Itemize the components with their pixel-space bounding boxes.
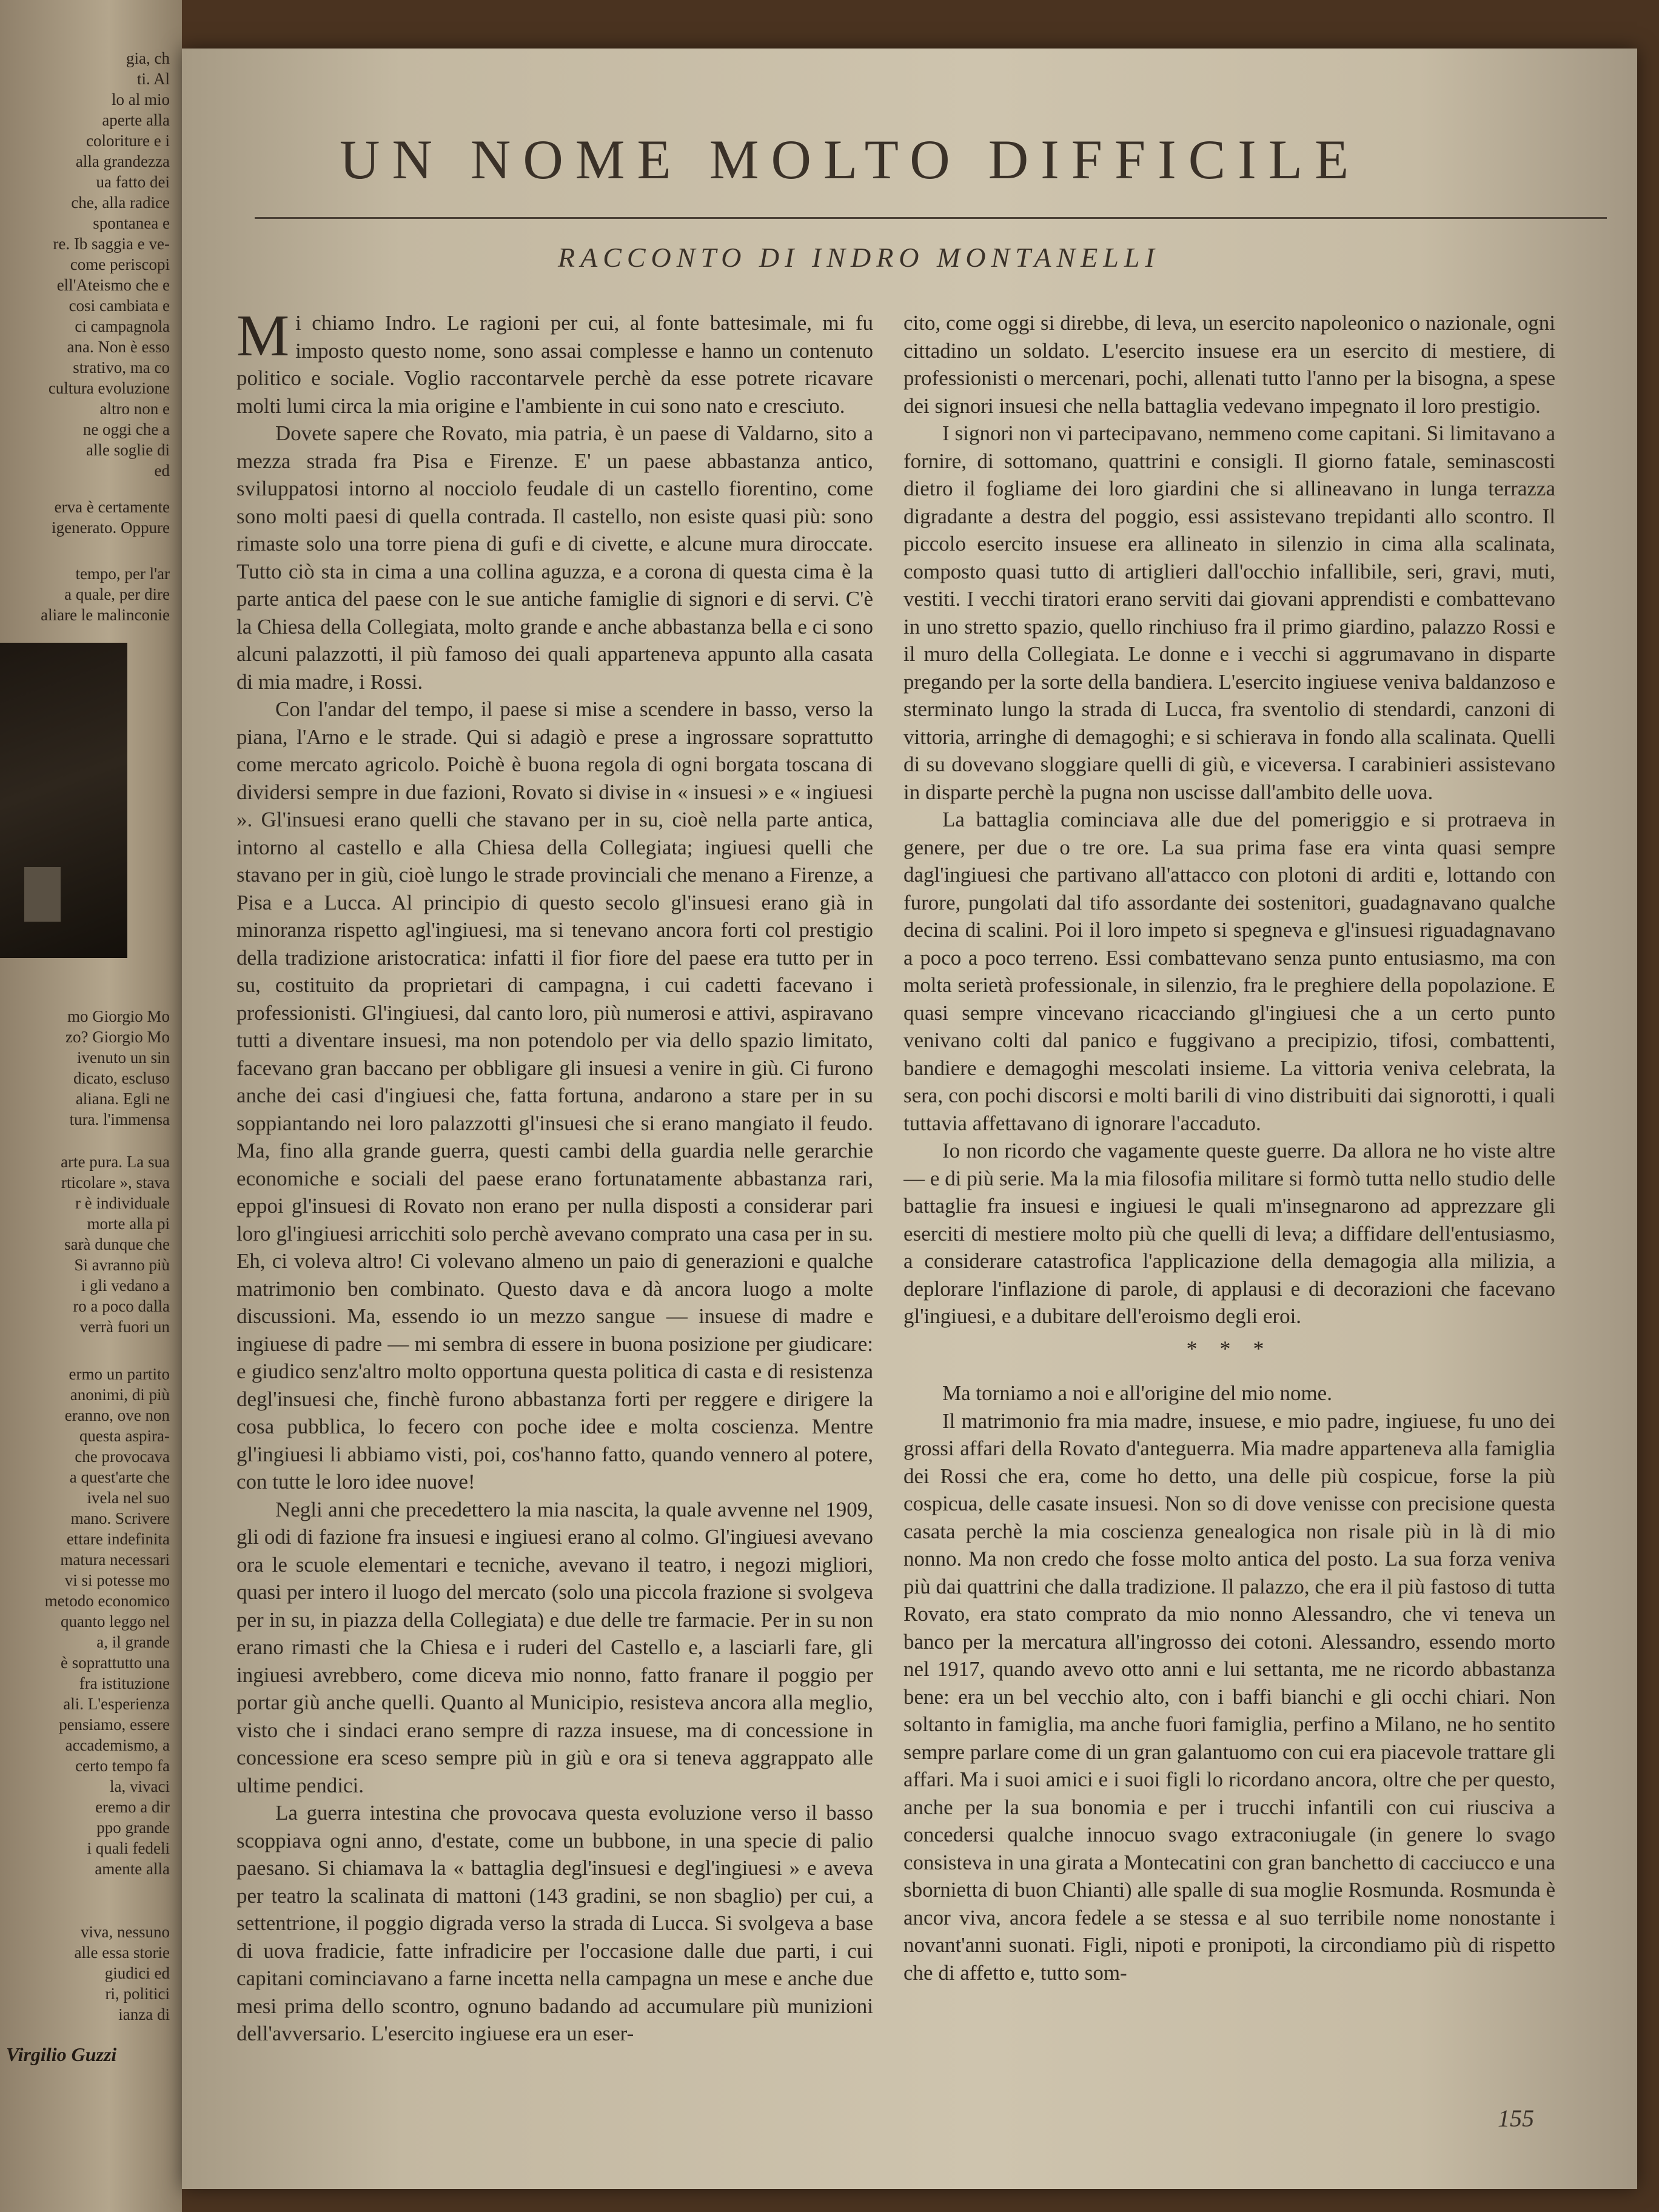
left-page-line: spontanea e <box>93 214 170 232</box>
article-title: UN NOME MOLTO DIFFICILE <box>340 129 1361 190</box>
left-page-line: i gli vedano a <box>81 1276 170 1295</box>
left-page-line: ua fatto dei <box>96 173 170 191</box>
left-page-line: coloriture e i <box>86 132 170 150</box>
left-page-photo <box>0 643 127 958</box>
left-page-line: alle soglie di <box>86 441 170 459</box>
left-page-line: quanto leggo nel <box>61 1612 170 1631</box>
left-page-line: ro a poco dalla <box>73 1297 170 1315</box>
left-page-line: r è individuale <box>75 1194 170 1212</box>
page-number: 155 <box>1498 2105 1534 2132</box>
left-page-line: ti. Al <box>136 70 170 88</box>
left-page-line: la, vivaci <box>110 1777 170 1795</box>
title-rule <box>255 217 1607 219</box>
left-page-line: lo al mio <box>112 90 170 109</box>
left-page-line: che provocava <box>75 1447 170 1466</box>
left-page-line: re. Ib saggia e ve- <box>53 235 170 253</box>
left-page-line: ne oggi che a <box>82 420 170 438</box>
left-page-line: è soprattutto una <box>61 1654 170 1672</box>
section-separator: * * * <box>1186 1336 1273 1361</box>
left-page-line: ci campagnola <box>75 317 170 335</box>
left-page-line: igenerato. Oppure <box>52 518 170 537</box>
left-page-line: verrà fuori un <box>79 1318 170 1336</box>
paragraph: La battaglia cominciava alle due del pomeriggio e si protraeva in genere, per due o tre ore. La sua prima fase era vinta quasi sempre dagl'ingiuesi che partivano all'attacco con plotoni di arditi e, lottando con furore, pungolati dal tifo assordante dei sostenitori, guadagnavano qualche decina di scalini. Poi il loro impeto si spegneva e gl'insuesi riguadagnavano a poco a poco terreno. Essi combattevano senza punto entusiasmo, ma con molta serietà professionale, in silenzio, fra le preghiere della popolazione. E quasi sempre vincevano ricacciando gl'ingiuesi che a un certo punto venivano colti dal panico e fuggivano a precipizio, tifosi, combattenti, bandiere e demagoghi mescolati insieme. La vittoria veniva celebrata, la sera, con pochi discorsi e molti barili di vino distribuiti dai signorotti, i quali tuttavia affettavano di ignorare l'accaduto. <box>903 808 1555 1135</box>
left-page-line: questa aspira- <box>79 1427 170 1445</box>
paragraph: I signori non vi partecipavano, nemmeno come capitani. Si limitavano a fornire, di sottomano, quattrini e consigli. Il giorno fatale, seminascosti dietro il fogliame dei loro giardini che si allineavano in lunga terrazza digradante a destra del poggio, essi assistevano trepidanti allo scontro. Il piccolo esercito insuese era allineato in silenzio in cima alla scalinata, composto quasi tutto di artiglieri dall'occhio infallibile, seri, gravi, muti, vestiti. I vecchi tiratori erano serviti dai giovani apprendisti e combattevano in uno stretto spazio, quello rinchiuso fra il primo giardino, palazzo Rossi e il muro della Collegiata. Le donne e i vecchi si aggrumavano in disparte pregando per la sorte della bandiera. L'esercito ingiuese veniva baldanzoso e sterminato lungo la strada di Lucca, fra sventolio di stendardi, canzoni di vittoria, arringhe di demagoghi; e si schierava in fondo alla scalinata. Quelli di su dovevano sloggiare quelli di giù, e viceversa. I carabinieri assistevano in disparte perchè la pugna non uscisse dall'ambito delle uova. <box>903 421 1555 804</box>
left-page-line: aliana. Egli ne <box>75 1090 170 1108</box>
right-column <box>903 309 1555 2098</box>
left-page-line: Si avranno più <box>74 1256 170 1274</box>
left-page-line: ana. Non è esso <box>67 338 170 356</box>
left-page-line: ell'Ateismo che e <box>56 276 170 294</box>
left-page-line: zo? Giorgio Mo <box>65 1028 170 1046</box>
left-page-line: aperte alla <box>102 111 170 129</box>
left-page-line: cosi cambiata e <box>69 297 170 315</box>
left-page-line: alle essa storie <box>74 1943 170 1962</box>
left-page-line: ivela nel suo <box>87 1489 170 1507</box>
left-page-line: giudici ed <box>104 1964 170 1982</box>
paragraph: Il matrimonio fra mia madre, insuese, e mio padre, ingiuese, fu uno dei grossi affari della Rovato d'anteguerra. Mia madre apparteneva alla famiglia dei Rossi che era, come ho detto, una delle più cospicue, forse la più cospicua, delle casate insuesi. Non so di dove venisse con precisione questa casata perchè la mia coscienza genealogica non risale più in là di mio nonno. Ma non credo che fosse molto antica del posto. La sua forza veniva più dai quattrini che dalla tradizione. Il palazzo, che era il più fastoso di tutta Rovato, era stato comprato da mio nonno Alessandro, che vi teneva un banco per la mercatura all'ingrosso dei cotoni. Alessandro, essendo morto nel 1917, quando avevo otto anni e lui settanta, me ne ricordo abbastanza bene: era un bel vecchio alto, con i baffi bianchi e gli occhi chiari. Non soltanto in famiglia, ma anche fuori famiglia, perfino a Milano, ne ho sentito sempre parlare come di un gran galantuomo con cui era piacevole trattare gli affari. Ma i suoi amici e i suoi figli lo ricordano ancora, oltre che per questo, anche per la sua bonomia e per i trucchi infantili con cui riusciva a concedersi qualche innocuo svago extraconiugale (in genere lo svago consisteva in una girata a Montecatini con gran banchetto di cacciucco e una sbornietta di buon Chianti) alle spalle di sua moglie Rosmunda. Rosmunda è ancor viva, ancora fedele a se stessa e al suo terribile nome nonostante i novant'anni suonati. Figli, nipoti e pronipoti, la circondiamo più di rispetto che di affetto e, tutto som- <box>903 1409 1555 1985</box>
left-page-line: a quale, per dire <box>64 585 170 603</box>
left-page-line: arte pura. La sua <box>61 1153 170 1171</box>
left-page-line: ri, politici <box>105 1985 170 2003</box>
left-page-line: eranno, ove non <box>64 1406 170 1424</box>
left-page-line: rticolare », stava <box>61 1173 170 1191</box>
left-page-signature: Virgilio Guzzi <box>6 2043 117 2065</box>
left-page-line: vi si potesse mo <box>64 1571 170 1589</box>
left-column <box>236 309 873 2092</box>
left-page-line: altro non e <box>99 400 170 418</box>
left-page-line: cultura evoluzione <box>48 379 170 397</box>
left-page-line: amente alla <box>95 1860 170 1878</box>
left-page-line: viva, nessuno <box>81 1923 170 1941</box>
left-page-line: accademismo, a <box>65 1736 170 1754</box>
left-page-line: matura necessari <box>60 1550 170 1569</box>
left-page-line: ianza di <box>118 2005 170 2023</box>
left-page-line: metodo economico <box>44 1592 170 1610</box>
left-page-line: eremo a dir <box>95 1798 170 1816</box>
left-page-line: gia, ch <box>126 49 170 67</box>
paragraph: Negli anni che precedettero la mia nascita, la quale avvenne nel 1909, gli odi di fazione fra insuesi e ingiuesi erano al colmo. Gl'ingiuesi avevano ora le scuole elementari e tecniche, avevano il teatro, i negozi migliori, quasi per intero il luogo del mercato (solo una piccola frazione si svolgeva per in su, in piazza della Collegiata) e due delle tre farmacie. Per in su non erano rimasti che la Chiesa e i ruderi del Castello e, a lasciarli fare, gli ingiuesi avrebbero, come diceva mio nonno, fatto franare il poggio per portar giù anche quelli. Quanto al Municipio, resisteva ancora alla meglio, visto che i sindaci erano sempre di razza insuese, ma di concessione in concessione era sceso sempre più in giù e ora si teneva aggrappato alle ultime pendici. <box>236 1497 873 1797</box>
left-page-line: mano. Scrivere <box>70 1509 170 1527</box>
left-page-line: come periscopi <box>70 255 170 273</box>
left-page-line: alla grandezza <box>75 152 170 170</box>
left-page-line: certo tempo fa <box>75 1757 170 1775</box>
left-page-line: tura. l'immensa <box>69 1110 170 1128</box>
left-page-line: ivenuto un sin <box>77 1048 170 1067</box>
paragraph: Mi chiamo Indro. Le ragioni per cui, al fonte battesimale, mi fu imposto questo nome, sono assai complesse e hanno un contenuto politico e sociale. Voglio raccontarvele perchè da esse potrete ricavare molti lumi circa la mia origine e l'ambiente in cui sono nato e cresciuto. <box>236 309 873 418</box>
left-page-line: pensiamo, essere <box>59 1715 170 1734</box>
left-page-line: ali. L'esperienza <box>63 1695 170 1713</box>
left-page-line: aliare le malinconie <box>41 606 170 624</box>
paragraph: La guerra intestina che provocava questa evoluzione verso il basso scoppiava ogni anno, d'estate, come un bubbone, in una specie di palio paesano. Si chiamava la « battaglia degl'insuesi e degl'ingiuesi » e aveva per teatro la scalinata di mattoni (143 gradini, se non sbaglio) per cui, a settentrione, il poggio digrada verso la strada di Lucca. Si svolgeva a base di uova fradicie, fatte infradicire per l'occasione dalle due parti, i cui capitani cominciavano a farne incetta nella campagna un mese e anche due mesi prima dello scontro, ognuno badando ad accumulare più munizioni dell'avversario. L'esercito ingiuese era un eser- <box>236 1801 873 2045</box>
paragraph: Io non ricordo che vagamente queste guerre. Da allora ne ho viste altre — e di più serie. Ma la mia filosofia militare si formò tutta nello studio delle battaglie fra insuesi e ingiuesi le quali m'insegnarono ad apprezzare gli eserciti di mestiere molto più che quelli di leva; a diffidare dell'entusiasmo, a considerare catastrofica l'applicazione della demagogia alla milizia, a deplorare l'inflazione di parole, di applausi e di decorazioni che facevano gl'ingiuesi, e a dubitare dell'eroismo degli eroi. <box>903 1139 1555 1328</box>
left-page-line: anonimi, di più <box>70 1386 170 1404</box>
paragraph: Dovete sapere che Rovato, mia patria, è un paese di Valdarno, sito a mezza strada fra Pisa e Firenze. E' un paese abbastanza antico, sviluppatosi intorno al nocciolo feudale di un castello fiorentino, come sono molti paesi di quella contrada. Il castello, non esiste quasi più: sono rimaste solo una torre piena di gufi e di civette, e alcune mura diroccate. Tutto ciò sta in cima a una collina aguzza, e a corona di questa cima è la parte antica del paese con le sue antiche famiglie di signori e di servi. C'è la Chiesa della Collegiata, molto grande e anche abbastanza bella e ci sono alcuni palazzotti, il più famoso dei quali apparteneva appunto alla casata di mia madre, i Rossi. <box>236 421 873 694</box>
article-subtitle: RACCONTO DI INDRO MONTANELLI <box>558 242 1160 273</box>
left-page-line: erva è certamente <box>54 498 170 516</box>
paragraph: Con l'andar del tempo, il paese si mise a scendere in basso, verso la piana, l'Arno e le strade. Qui si adagiò e prese a ingrossare soprattutto come mercato agricolo. Poichè è buona regola di ogni borgata toscana di dividersi sempre in due fazioni, Rovato si divise in « insuesi » e « ingiuesi ». Gl'insuesi erano quelli che stavano per in su, cioè nella parte antica, intorno al castello e alla Chiesa della Collegiata; ingiuesi quelli che stavano per in giù, cioè lungo le strade provinciali che menano a Firenze, a Pisa e a Lucca. Al principio di questo secolo gl'insuesi erano già in minoranza rispetto agl'ingiuesi, ma si tenevano ancora forti col prestigio della tradizione aristocratica: infatti il fior fiore del paese era tutto per in su, costituito da proprietari di campagna, i cui cadetti facevano i professionisti. Gl'ingiuesi, dal canto loro, più numerosi e attivi, aspiravano tutti a diventare insuesi, ma non potendolo per via dello spazio limitato, facevano gran baccano per obbligare gli insuesi a venire in giù. Ci furono anche dei casi d'ingiuesi che, fatta fortuna, andarono a stare per in su soppiantando nei loro palazzotti gl'insuesi che si erano mangiato il feudo. Ma, fino alla grande guerra, questi cambi della guardia nelle gerarchie economiche e sociali del paese erano fortunatamente abbastanza rari, eppoi gl'insuesi di Rovato non erano per nulla disposti a considerar pari loro gl'ingiuesi arricchiti solo perchè avevano comprato una casa per in su. Eh, ci voleva altro! Ci volevano almeno un paio di generazioni e qualche matrimonio ben combinato. Questo dava e dà ancora luogo a molte discussioni. Ma, essendo io un mezzo sangue — insuese di madre e ingiuese di padre — mi sembra di essere in buona posizione per giudicare: e giudico senz'altro molto opportuna questa politica di casta e di resistenza degl'insuesi che, finchè furono abbastanza forti per reggere e dirigere la cosa pubblica, lo fecero con poche idee e molta coscienza. Mentre gl'ingiuesi li abbiamo visti, poi, cos'hanno fatto, quando vennero al potere, con tutte le loro idee nuove! <box>236 697 873 1493</box>
left-page-line: tempo, per l'ar <box>75 565 170 583</box>
left-page-line: strativo, ma co <box>73 358 170 377</box>
paragraph: cito, come oggi si direbbe, di leva, un esercito napoleonico o nazionale, ogni cittadino un soldato. L'esercito insuese era un esercito di mestiere, di professionisti o mercenari, pochi, allenati tutto l'anno per la bisogna, a spese dei signori insuesi che nella battaglia vedevano impegnato il loro prestigio. <box>903 311 1555 418</box>
left-page-line: fra istituzione <box>79 1674 170 1692</box>
left-page-line: a, il grande <box>96 1633 170 1651</box>
left-page-line: che, alla radice <box>71 193 170 212</box>
magazine-page <box>182 49 1637 2189</box>
left-page-line: sarà dunque che <box>64 1235 170 1253</box>
left-page-line: ed <box>154 461 170 480</box>
left-page-line: ppo grande <box>96 1818 170 1837</box>
left-page-line: i quali fedeli <box>87 1839 170 1857</box>
left-page-line: ermo un partito <box>69 1365 170 1383</box>
left-page-line: dicato, escluso <box>73 1069 170 1087</box>
left-page-line: morte alla pi <box>87 1215 170 1233</box>
left-page-line: mo Giorgio Mo <box>67 1007 170 1025</box>
drop-cap: M <box>236 309 290 369</box>
paragraph: Ma torniamo a noi e all'origine del mio nome. <box>942 1381 1332 1405</box>
left-page-line: ettare indefinita <box>66 1530 170 1548</box>
left-page-line: a quest'arte che <box>69 1468 170 1486</box>
left-facing-page <box>0 0 182 2212</box>
